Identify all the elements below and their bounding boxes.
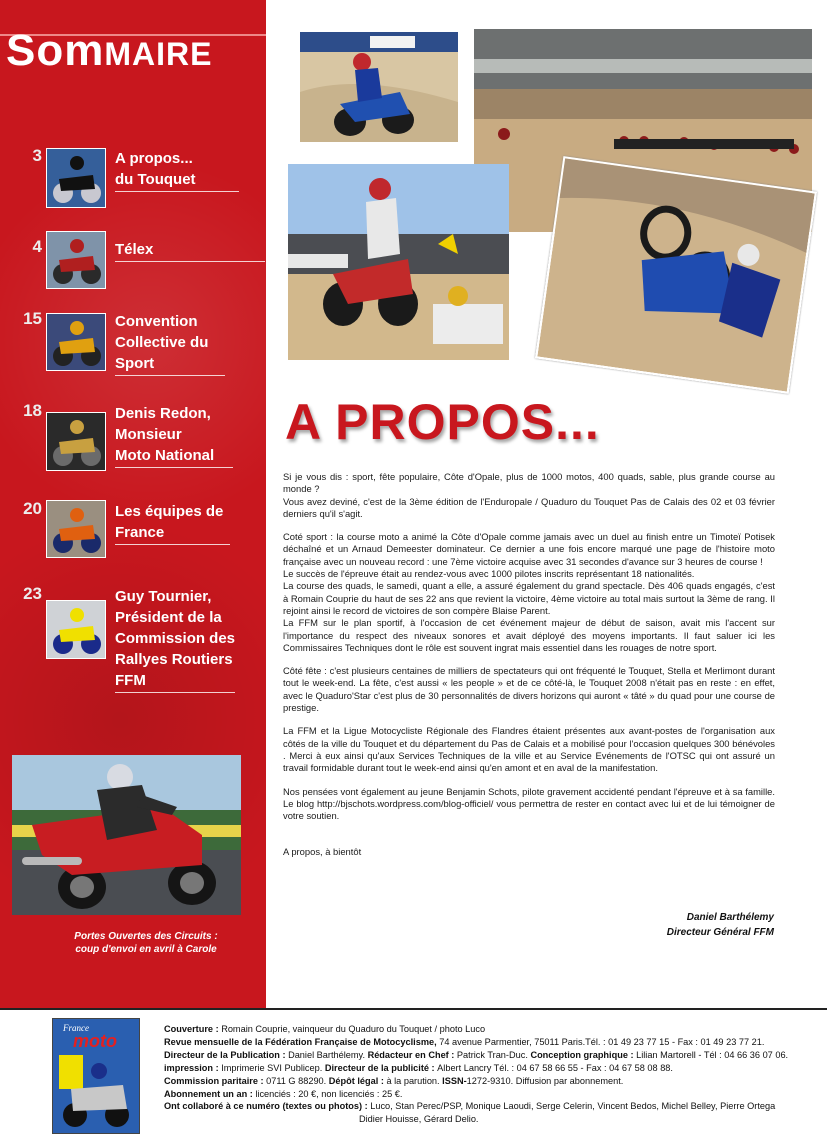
credit-value: Lilian Martorell - Tél : 04 66 36 07 06. — [636, 1049, 789, 1060]
article-paragraph — [283, 531, 775, 654]
credit-value: Romain Couprie, vainqueur du Quaduro du Touquet / photo Luco — [221, 1024, 486, 1034]
credit-line — [164, 1100, 814, 1113]
credit-value: Luco, Stan Perec/PSP, Monique Laoudi, Serge Celerin, Vincent Bedos, Michel Belley, Pierre Ortega — [370, 1101, 776, 1112]
toc-title-line: Convention — [115, 313, 198, 330]
toc-title — [115, 148, 245, 190]
photo-rider-jump — [300, 32, 458, 142]
paragraph-line: La FFM et la Ligue Motocycliste Régionale des Flandres étaient présentes aux avant-postes de l'organisation aux côtés de la ville du Touquet et du département du Pas de Calais et a mobilisé pour l'occasion quelques 300 bénévoles . Merci à eux ainsi qu'aux Services Techniques de la ville et au Service Evénements de l'OTSC qui ont assuré un travail formidable durant tout le week-end ainsi qu'en amont et en aval de la manifestation. — [283, 725, 775, 774]
toc-title-line: Sport — [115, 355, 155, 372]
paragraph-line: Vous avez deviné, c'est de la 3ème édition de l'Enduropale / Quaduro du Touquet Pas de Calais des 02 et 03 février derniers qu'il s'agit. — [283, 495, 775, 519]
paragraph-line: Coté sport : la course moto a animé la Côte d'Opale comme jamais avec un duel au finish entre un Timoteï Potisek déchaîné et un Arnaud Demeester dominateur. Ce dernier a une fois encore marqué une page de l'histoire moto française avec un nouveau record : une 7ème victoire acquise avec 31 secondes d'avance sur 3 heures de course ! — [283, 531, 775, 567]
credit-value: Daniel Barthélemy. — [288, 1049, 368, 1060]
credit-value: Albert Lancry Tél. : 04 67 58 66 55 - Fax : 04 67 58 08 88. — [437, 1062, 673, 1073]
credit-label: impression : — [164, 1062, 222, 1073]
credit-line — [164, 1062, 814, 1075]
credit-value: Patrick Tran-Duc. — [456, 1049, 531, 1060]
toc-title-line: Président de la — [115, 609, 222, 626]
toc-title-line: Denis Redon, — [115, 405, 211, 422]
credit-label: Conception graphique : — [530, 1049, 637, 1060]
signature-name: Daniel Barthélemy — [686, 912, 774, 923]
credit-label: Commission paritaire : — [164, 1075, 267, 1086]
credit-line — [164, 1088, 814, 1101]
toc-thumbnail — [46, 600, 106, 659]
credit-label: Revue mensuelle de la Fédération Française de Motocyclisme, — [164, 1036, 440, 1047]
toc-title-line: Commission des — [115, 630, 236, 647]
cover-brand: moto — [73, 1031, 117, 1051]
paragraph-line: Le succès de l'épreuve était au rendez-vous avec 1000 pilotes inscrits représentant 18 nationalités. — [283, 568, 695, 580]
credit-label: Dépôt légal : — [328, 1075, 387, 1086]
article-body — [283, 471, 775, 870]
toc-title — [115, 239, 245, 260]
toc-title-line: A propos... — [115, 150, 193, 167]
toc-thumbnail — [46, 231, 106, 289]
credit-label: ISSN- — [442, 1075, 467, 1086]
toc-page-number: 18 — [23, 401, 42, 420]
masthead-part1: Som — [6, 26, 105, 75]
credit-label: Couverture : — [164, 1024, 222, 1034]
toc-thumbnail — [46, 412, 106, 471]
signature-role: Directeur Général FFM — [666, 927, 774, 938]
toc-title-line: Monsieur — [115, 426, 182, 443]
photo-motocross-crowd — [288, 164, 509, 360]
credit-value: licenciés : 20 €, non licenciés : 25 €. — [255, 1088, 403, 1099]
credit-value: 1272-9310. Diffusion par abonnement. — [466, 1075, 624, 1086]
article-paragraph — [283, 846, 775, 858]
credits-block — [164, 1023, 814, 1126]
credit-line — [164, 1049, 814, 1062]
credit-line — [164, 1036, 814, 1049]
footer-rule — [0, 1008, 827, 1010]
toc-page-number: 20 — [23, 499, 42, 518]
toc-page-number: 3 — [32, 146, 42, 165]
toc-underline — [115, 692, 235, 693]
credit-value: 74 avenue Parmentier, 75011 Paris.Tél. : 01 49 23 77 15 - Fax : 01 49 23 77 21. — [439, 1036, 765, 1047]
toc-title-line: France — [115, 524, 165, 541]
toc-title — [115, 501, 245, 543]
credit-line — [164, 1023, 814, 1036]
paragraph-line: A propos, à bientôt — [283, 846, 362, 858]
credit-line — [164, 1075, 814, 1088]
article-headline: A PROPOS... — [285, 394, 600, 450]
toc-thumbnail — [46, 313, 106, 371]
credit-value: à la parution. — [386, 1075, 443, 1086]
credit-line — [164, 1113, 814, 1126]
magazine-cover-thumbnail — [52, 1018, 140, 1134]
toc-underline — [115, 375, 225, 376]
credit-label: Ont collaboré à ce numéro (textes ou photos) : — [164, 1101, 371, 1112]
credit-value: 0711 G 88290. — [266, 1075, 329, 1086]
photo-quad-crash — [535, 156, 817, 394]
sidebar — [0, 0, 266, 1010]
toc-underline — [115, 544, 230, 545]
credit-label: Directeur de la Publication : — [164, 1049, 289, 1060]
paragraph-line: Nos pensées vont également au jeune Benjamin Schots, pilote gravement accidenté pendant l'épreuve et à sa famille. Le blog http://bjschots.wordpress.com/blog-officiel/ vous permettra de rester en contact avec lui et de lui témoigner de votre soutien. — [283, 785, 775, 822]
sidebar-photo-red-motorcycle — [12, 755, 241, 915]
credit-value: Imprimerie SVI Publicep. — [221, 1062, 325, 1073]
masthead-part2: MAIRE — [104, 36, 213, 72]
paragraph-line: Si je vous dis : sport, fête populaire, Côte d'Opale, plus de 1000 motos, 400 quads, sable, plus grande course au monde ? — [283, 471, 775, 495]
signature — [560, 910, 774, 940]
toc-title-line: Guy Tournier, — [115, 588, 212, 605]
toc-title-line: Moto National — [115, 447, 215, 464]
paragraph-line: La course des quads, le samedi, quant a elle, a assuré également du grand spectacle. Dès 406 quads engagés, c'est à Romain Couprie du haut de ses 22 ans que revient la victoire, 4ème victoire au total mais surtout la 3ème de rang. Il rejoint ainsi le record de victoires de son compère Blaise Parent. — [283, 580, 775, 616]
credit-label: Rédacteur en Chef : — [367, 1049, 457, 1060]
toc-underline — [115, 191, 239, 192]
toc-title — [115, 403, 245, 466]
toc-title-line: Collective du — [115, 334, 209, 351]
paragraph-line: La FFM sur le plan sportif, à l'occasion de cet événement majeur de début de saison, avait mis l'accent sur l'importance du respect des niveaux sonores et avait déployé des moyens importants. Il faut saluer ici les Commissaires Techniques dont le rôle est souvent ingrat mais essentiel dans les rouages de notre sport. — [283, 617, 775, 653]
toc-title — [115, 586, 245, 691]
article-paragraph — [283, 665, 775, 714]
toc-thumbnail — [46, 148, 106, 208]
toc-title — [115, 311, 245, 374]
toc-title-line: Les équipes de — [115, 503, 224, 520]
credit-value: Didier Houisse, Gérard Delio. — [359, 1114, 479, 1125]
toc-title-line: FFM — [115, 672, 146, 689]
toc-underline — [115, 261, 265, 262]
toc-title-line: du Touquet — [115, 171, 196, 188]
toc-underline — [115, 467, 233, 468]
cover-small-label: France — [63, 1023, 89, 1033]
credit-label: Abonnement un an : — [164, 1088, 256, 1099]
paragraph-line: Côté fête : c'est plusieurs centaines de milliers de spectateurs qui ont fréquenté le Touquet, Stella et Merlimont durant tout le week-end. La fête, c'est aussi « les people » et de ce côté-là, le Touquet 2008 n'était pas en reste : en effet, avec le Quaduro'Star c'est plus de 30 personnalités de divers horizons qui auront « tâté » du quad pour une course de prestige. — [283, 665, 775, 714]
article-paragraph — [283, 471, 775, 520]
masthead — [0, 22, 266, 82]
photo-caption: Portes Ouvertes des Circuits : coup d'envoi en avril à Carole — [74, 931, 218, 955]
toc-thumbnail — [46, 500, 106, 558]
credit-label: Directeur de la publicité : — [324, 1062, 438, 1073]
toc-page-number: 4 — [32, 237, 42, 256]
article-paragraph — [283, 725, 775, 774]
toc-title-line: Rallyes Routiers — [115, 651, 233, 668]
toc-page-number: 15 — [23, 309, 42, 328]
article-paragraph — [283, 786, 775, 823]
toc-page-number: 23 — [23, 584, 42, 603]
toc-title-line: Télex — [115, 241, 154, 258]
